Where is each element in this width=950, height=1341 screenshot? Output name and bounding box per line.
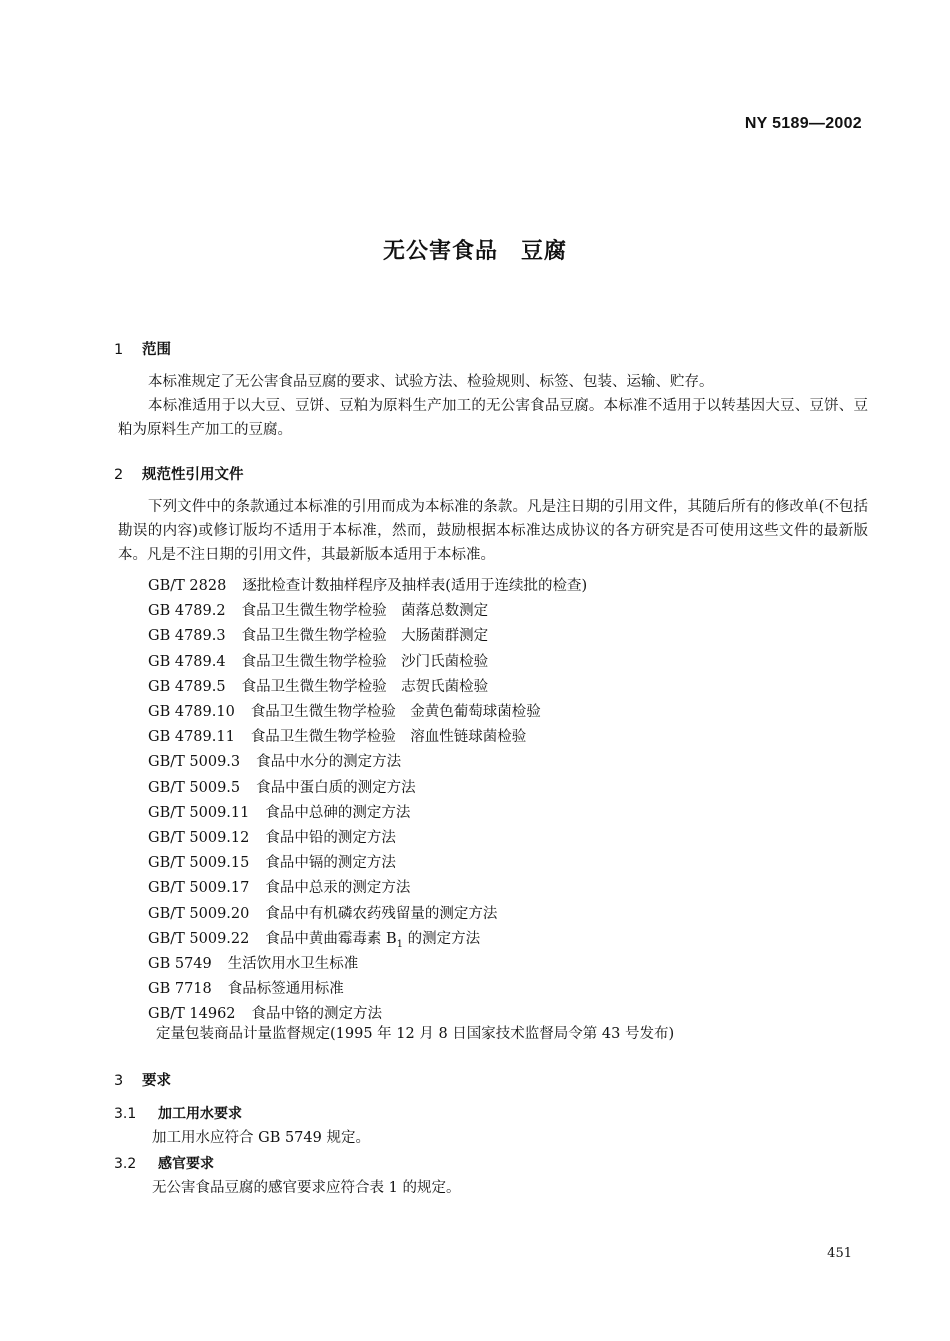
reference-title: 食品中总汞的测定方法: [265, 880, 411, 897]
reference-title: 食品中铅的测定方法: [265, 830, 396, 846]
reference-title: 食品卫生微生物学检验 大肠菌群测定: [241, 628, 489, 645]
reference-item: [148, 876, 410, 897]
reference-item: [148, 700, 541, 721]
reference-item: [148, 650, 488, 671]
reference-item: [148, 1002, 382, 1023]
reference-title: 食品标签通用标准: [227, 981, 344, 998]
reference-title: 食品卫生微生物学检验 菌落总数测定: [241, 603, 489, 620]
section-2-intro: [118, 495, 868, 567]
section-1-body: [118, 370, 868, 442]
reference-code: GB/T 5009.11: [148, 804, 250, 821]
reference-item: [148, 977, 344, 998]
reference-code: GB 5749: [148, 956, 212, 972]
reference-item: [148, 801, 410, 822]
reference-title: 食品中镉的测定方法: [265, 855, 396, 872]
page-number: 451: [827, 1246, 852, 1261]
reference-code: GB 4789.11: [148, 729, 235, 746]
paragraph: 本标准适用于以大豆、豆饼、豆粕为原料生产加工的无公害食品豆腐。本标准不适用于以转基因大豆、豆饼、豆粕为原料生产加工的豆腐。: [118, 398, 868, 438]
reference-title: 食品中有机磷农药残留量的测定方法: [265, 905, 498, 922]
section-title: 感官要求: [158, 1156, 214, 1172]
section-3-1-text: 加工用水应符合 GB 5749 规定。: [152, 1130, 370, 1146]
section-number: 3.2: [114, 1156, 137, 1172]
standard-code: NY 5189—2002: [744, 115, 862, 132]
reference-title: 食品卫生微生物学检验 金黄色葡萄球菌检验: [250, 704, 541, 720]
reference-title: 食品中蛋白质的测定方法: [256, 779, 416, 796]
reference-item: [148, 927, 480, 950]
reference-code: GB 4789.10: [148, 704, 235, 720]
section-1-heading: [114, 338, 171, 359]
reference-title: 食品中水分的测定方法: [256, 754, 402, 771]
reference-code: GB/T 14962: [148, 1006, 236, 1023]
section-number: 3.1: [114, 1106, 137, 1122]
paragraph: 下列文件中的条款通过本标准的引用而成为本标准的条款。凡是注日期的引用文件，其随后所有的修改单(不包括勘误的内容)或修订版均不适用于本标准，然而，鼓励根据本标准达成协议的各方研究是否可使用这些文件的最新版本。凡是不注日期的引用文件，其最新版本适用于本标准。: [118, 499, 868, 563]
reference-code: GB 4789.5: [148, 678, 226, 695]
section-2-heading: [114, 463, 244, 484]
reference-title-tail: 的测定方法: [403, 930, 481, 947]
reference-item: [148, 750, 401, 771]
reference-item: [148, 574, 587, 595]
reference-title: 食品卫生微生物学检验 沙门氏菌检验: [241, 653, 489, 670]
section-3-2-heading: [114, 1153, 214, 1173]
reference-code: GB/T 5009.20: [148, 905, 250, 922]
reference-code: GB/T 5009.22: [148, 930, 250, 947]
reference-code: GB/T 2828: [148, 578, 227, 594]
paragraph: 本标准规定了无公害食品豆腐的要求、试验方法、检验规则、标签、包装、运输、贮存。: [148, 374, 714, 390]
reference-item: [148, 952, 358, 973]
section-title: 规范性引用文件: [142, 467, 244, 483]
document-title: 无公害食品 豆腐: [382, 239, 567, 264]
section-title: 要求: [142, 1073, 171, 1089]
section-title: 加工用水要求: [158, 1106, 242, 1122]
section-title: 范围: [142, 342, 171, 358]
section-3-heading: [114, 1069, 171, 1090]
reference-item: [148, 725, 526, 746]
reference-title: 食品中总砷的测定方法: [265, 804, 411, 821]
reference-item: [148, 599, 488, 620]
reference-code: GB/T 5009.17: [148, 880, 250, 897]
reference-item: [148, 624, 488, 645]
section-number: 3: [114, 1073, 124, 1089]
section-3-2-text: 无公害食品豆腐的感官要求应符合表 1 的规定。: [152, 1180, 461, 1196]
section-3-1-heading: [114, 1103, 242, 1123]
section-number: 1: [114, 342, 124, 358]
reference-code: GB/T 5009.15: [148, 855, 250, 872]
reference-title: 食品中黄曲霉毒素 B: [265, 930, 397, 947]
reference-title: 逐批检查计数抽样程序及抽样表(适用于连续批的检查): [242, 578, 588, 594]
reference-code: GB 4789.4: [148, 653, 226, 670]
reference-item: [148, 675, 488, 696]
reference-item: [148, 776, 416, 797]
reference-title: 生活饮用水卫生标准: [227, 956, 359, 972]
regulation-reference: 定量包装商品计量监督规定(1995 年 12 月 8 日国家技术监督局令第 43 号发布): [156, 1026, 675, 1042]
reference-code: GB 4789.3: [148, 628, 226, 645]
reference-code: GB/T 5009.12: [148, 830, 250, 846]
reference-title: 食品中铬的测定方法: [251, 1006, 383, 1023]
reference-code: GB/T 5009.3: [148, 754, 241, 771]
reference-title: 食品卫生微生物学检验 志贺氏菌检验: [241, 678, 489, 695]
reference-code: GB 7718: [148, 981, 212, 998]
section-number: 2: [114, 467, 124, 483]
reference-item: [148, 902, 497, 923]
reference-title: 食品卫生微生物学检验 溶血性链球菌检验: [250, 729, 527, 746]
reference-subscript: 1: [396, 938, 404, 950]
reference-code: GB 4789.2: [148, 603, 226, 620]
reference-item: [148, 826, 396, 847]
reference-item: [148, 851, 396, 872]
reference-code: GB/T 5009.5: [148, 779, 241, 796]
